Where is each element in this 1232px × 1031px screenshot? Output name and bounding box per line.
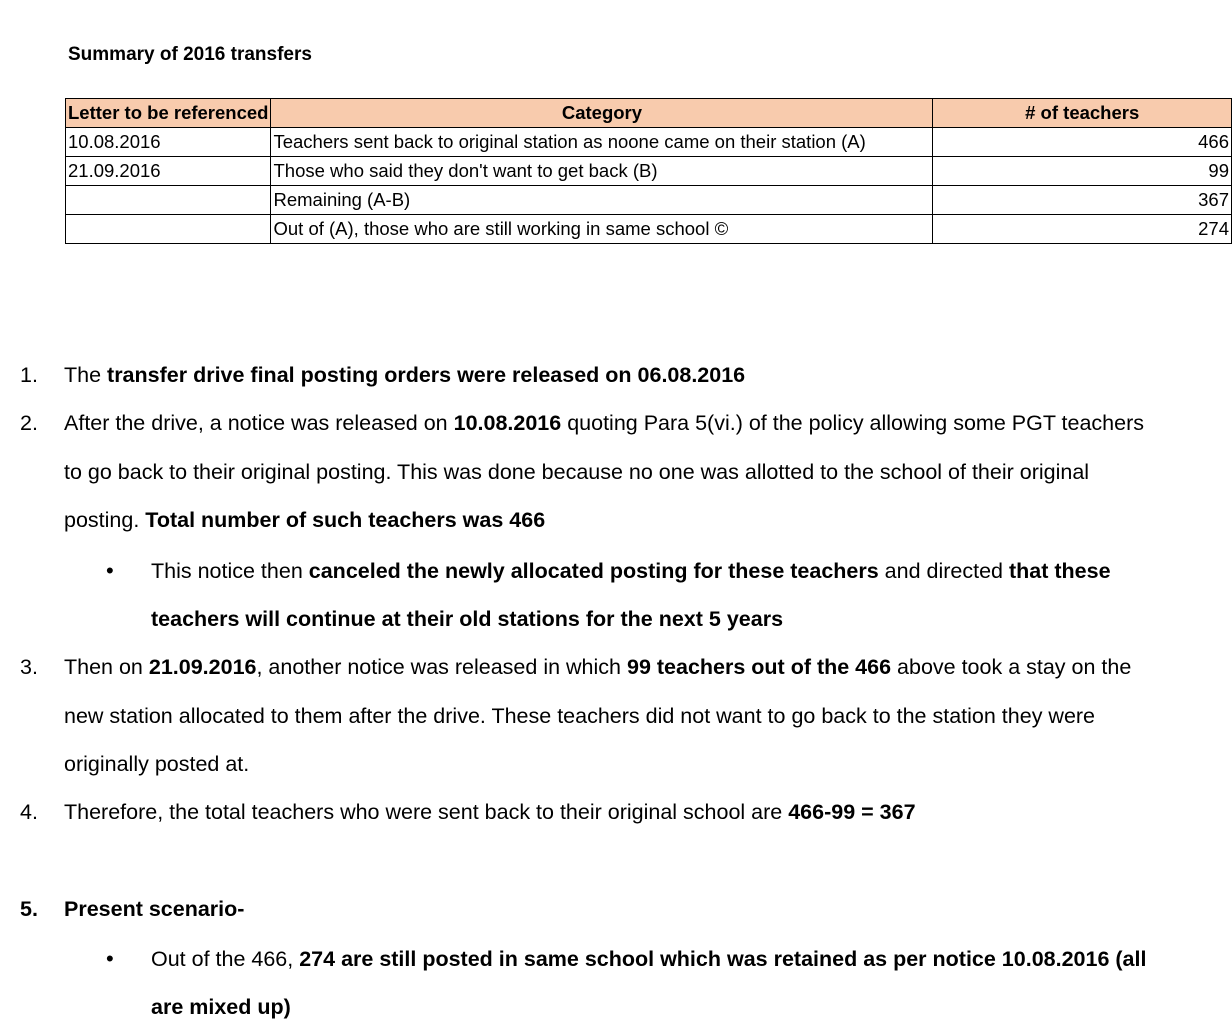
list-number: 5. [20,897,38,921]
cell-count: 466 [933,128,1232,157]
cell-category: Teachers sent back to original station as noone came on their station (A) [271,128,933,157]
table-row [66,157,1232,186]
cell-category: Those who said they don't want to get back (B) [271,157,933,186]
table-row [66,128,1232,157]
header-category: Category [271,99,933,128]
list-number: 3. [20,655,38,679]
cell-letter [66,186,271,215]
header-count: # of teachers [933,99,1232,128]
cell-letter [66,215,271,244]
list-number: 4. [20,800,38,824]
bullet-icon: • [106,946,114,971]
list-number: 2. [20,411,38,435]
header-letter: Letter to be referenced [66,99,271,128]
table-row [66,215,1232,244]
page-title: Summary of 2016 transfers [68,44,312,65]
list-item-text: The transfer drive final posting orders were released on 06.08.2016 [64,363,746,387]
bullet-icon: • [106,558,114,583]
cell-letter: 10.08.2016 [66,128,271,157]
bullet-text: This notice then canceled the newly allocated posting for these teachers and directed that these teachers will continue at their old stations for the next 5 years [151,559,1111,631]
cell-category: Remaining (A-B) [271,186,933,215]
cell-count: 99 [933,157,1232,186]
bullet-text: Out of the 466, 274 are still posted in same school which was retained as per notice 10.08.2016 (all are mixed up) [151,947,1147,1019]
list-number: 1. [20,363,38,387]
list-item-text: After the drive, a notice was released on 10.08.2016 quoting Para 5(vi.) of the policy allowing some PGT teachers to go back to their original posting. This was done because no one was allotted to the school of their original posting. Total number of such teachers was 466 [64,411,1144,532]
list-item-text: Present scenario- [64,897,245,921]
summary-table [65,98,1232,244]
table-row [66,186,1232,215]
cell-letter: 21.09.2016 [66,157,271,186]
cell-count: 367 [933,186,1232,215]
table-header-row [66,99,1232,128]
cell-category: Out of (A), those who are still working in same school © [271,215,933,244]
list-item-text: Therefore, the total teachers who were sent back to their original school are 466-99 = 367 [64,800,916,824]
list-item-text: Then on 21.09.2016, another notice was released in which 99 teachers out of the 466 above took a stay on the new station allocated to them after the drive. These teachers did not want to go back to the station they were originally posted at. [64,655,1132,776]
cell-count: 274 [933,215,1232,244]
